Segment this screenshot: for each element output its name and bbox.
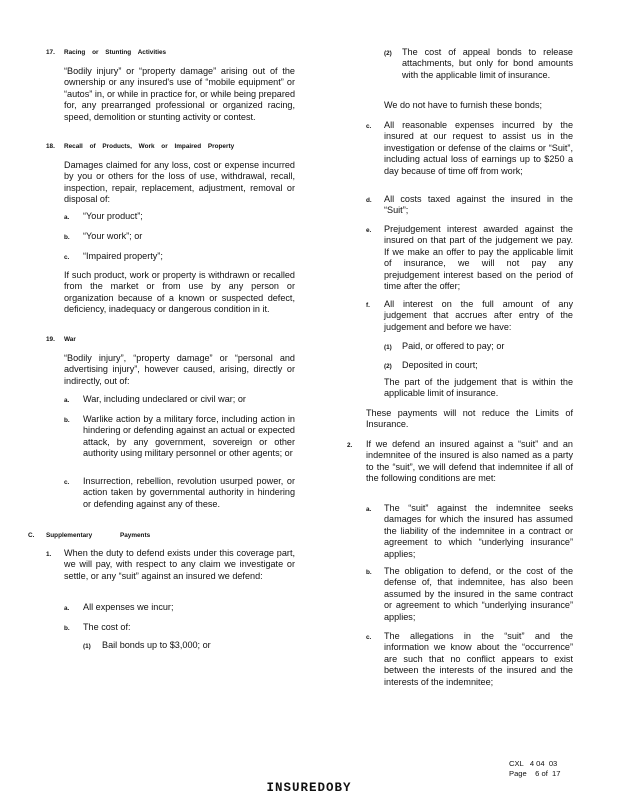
list-label: c. bbox=[64, 254, 70, 261]
paragraph: These payments will not reduce the Limits of Insurance. bbox=[366, 408, 573, 430]
item-number: 2. bbox=[347, 442, 353, 449]
list-label: b. bbox=[64, 234, 70, 241]
list-item: The obligation to defend, or the cost of the defense of, that indemnitee, has also been assumed by the insured in the same contract or agreement to which “underlying insurance” applies; bbox=[384, 566, 573, 622]
list-item: War, including undeclared or civil war; or bbox=[83, 394, 246, 404]
list-item: Warlike action by a military force, including action in hindering or defending against an actual or expected attack, by any government, sovereign or other authority using military personnel or other agents; or bbox=[83, 414, 295, 459]
list-label: a. bbox=[64, 397, 70, 404]
section-letter: C. bbox=[28, 532, 35, 539]
paragraph: We do not have to furnish these bonds; bbox=[384, 100, 543, 110]
paragraph: Damages claimed for any loss, cost or expense incurred by you or others for the loss of use, withdrawal, recall, inspection, repair, replacement, adjustment, removal or disposal of: bbox=[64, 160, 295, 205]
section-heading: Racing or Stunting Activities bbox=[64, 49, 167, 56]
item-number: 18. bbox=[46, 143, 55, 150]
list-label: b. bbox=[64, 625, 70, 632]
list-label: f. bbox=[366, 302, 370, 309]
list-label: b. bbox=[366, 569, 372, 576]
list-label: c. bbox=[366, 634, 372, 641]
list-item: “Your product”; bbox=[83, 211, 143, 221]
item-number: 17. bbox=[46, 49, 55, 56]
paragraph: If we defend an insured against a “suit” and an indemnitee of the insured is also named as a party to the “suit”, we will defend that indemnitee if all of the following conditions are met: bbox=[366, 439, 573, 484]
list-label: d. bbox=[366, 197, 372, 204]
list-label: (1) bbox=[384, 344, 392, 351]
list-label: a. bbox=[366, 506, 372, 513]
section-heading: War bbox=[64, 336, 76, 343]
section-heading: Recall of Products, Work or Impaired Property bbox=[64, 143, 235, 150]
paragraph: “Bodily injury”, “property damage” or “personal and advertising injury”, however caused, arising, directly or indirectly, out of: bbox=[64, 353, 295, 386]
list-label: c. bbox=[366, 123, 372, 130]
list-label: e. bbox=[366, 227, 372, 234]
list-label: (1) bbox=[83, 643, 91, 650]
list-item: The cost of: bbox=[83, 622, 131, 632]
list-item: Prejudgement interest awarded against the insured on that part of the judgement we pay. If we make an offer to pay the applicable limit of insurance, we will not pay any prejudgement interest based on the period of time after the offer; bbox=[384, 224, 573, 292]
watermark-text: INSUREDOBY bbox=[266, 781, 352, 795]
list-item: Insurrection, rebellion, revolution usurped power, or action taken by governmental authority in hindering or defending against any of these. bbox=[83, 476, 295, 509]
list-label: c. bbox=[64, 479, 70, 486]
list-label: (2) bbox=[384, 50, 392, 57]
list-item: Deposited in court; bbox=[402, 360, 478, 370]
list-label: (2) bbox=[384, 363, 392, 370]
item-number: 1. bbox=[46, 551, 52, 558]
paragraph: If such product, work or property is withdrawn or recalled from the market or from use by any person or organization because of a known or suspected defect, deficiency, inadequacy or dangerous condition in it. bbox=[64, 270, 295, 315]
list-item: The “suit” against the indemnitee seeks damages for which the insured has assumed the liability of the indemnitee in a contract or agreement to which “underlying insurance” applies; bbox=[384, 503, 573, 559]
list-label: b. bbox=[64, 417, 70, 424]
list-label: a. bbox=[64, 605, 70, 612]
list-item: The allegations in the “suit” and the information we know about the “occurrence” are such that no conflict appears to exist between the interests of the insured and the interests of the indemnitee; bbox=[384, 631, 573, 687]
paragraph: The part of the judgement that is within the applicable limit of insurance. bbox=[384, 377, 573, 399]
form-number: CXL 4 04 03 bbox=[509, 759, 558, 768]
list-item: Bail bonds up to $3,000; or bbox=[102, 640, 211, 650]
list-label: a. bbox=[64, 214, 70, 221]
list-item: Paid, or offered to pay; or bbox=[402, 341, 505, 351]
paragraph: “Bodily injury” or “property damage” arising out of the ownership or any insured's use of “mobile equipment” or “autos” in, or while in practice for, or while being prepared for, any prearranged professional or organized racing, speed, demolition or stunting activity or contest. bbox=[64, 66, 295, 122]
section-heading: Supplementary Payments bbox=[46, 532, 151, 539]
list-item: “Impaired property”; bbox=[83, 251, 163, 261]
list-item: All expenses we incur; bbox=[83, 602, 174, 612]
paragraph: When the duty to defend exists under this coverage part, we will pay, with respect to any claim we investigate or settle, or any “suit” against an insured we defend: bbox=[64, 548, 295, 581]
list-item: All costs taxed against the insured in the “Suit”; bbox=[384, 194, 573, 216]
page-number: Page 6 of 17 bbox=[509, 769, 561, 778]
list-item: All interest on the full amount of any judgement that accrues after entry of the judgement and before we have: bbox=[384, 299, 573, 332]
list-item: The cost of appeal bonds to release attachments, but only for bond amounts with the applicable limit of insurance. bbox=[402, 47, 573, 80]
item-number: 19. bbox=[46, 336, 55, 343]
list-item: “Your work”; or bbox=[83, 231, 143, 241]
list-item: All reasonable expenses incurred by the insured at our request to assist us in the investigation or defense of the claims or “Suit”, including actual loss of earnings up to $250 a day because of time off from work; bbox=[384, 120, 573, 176]
